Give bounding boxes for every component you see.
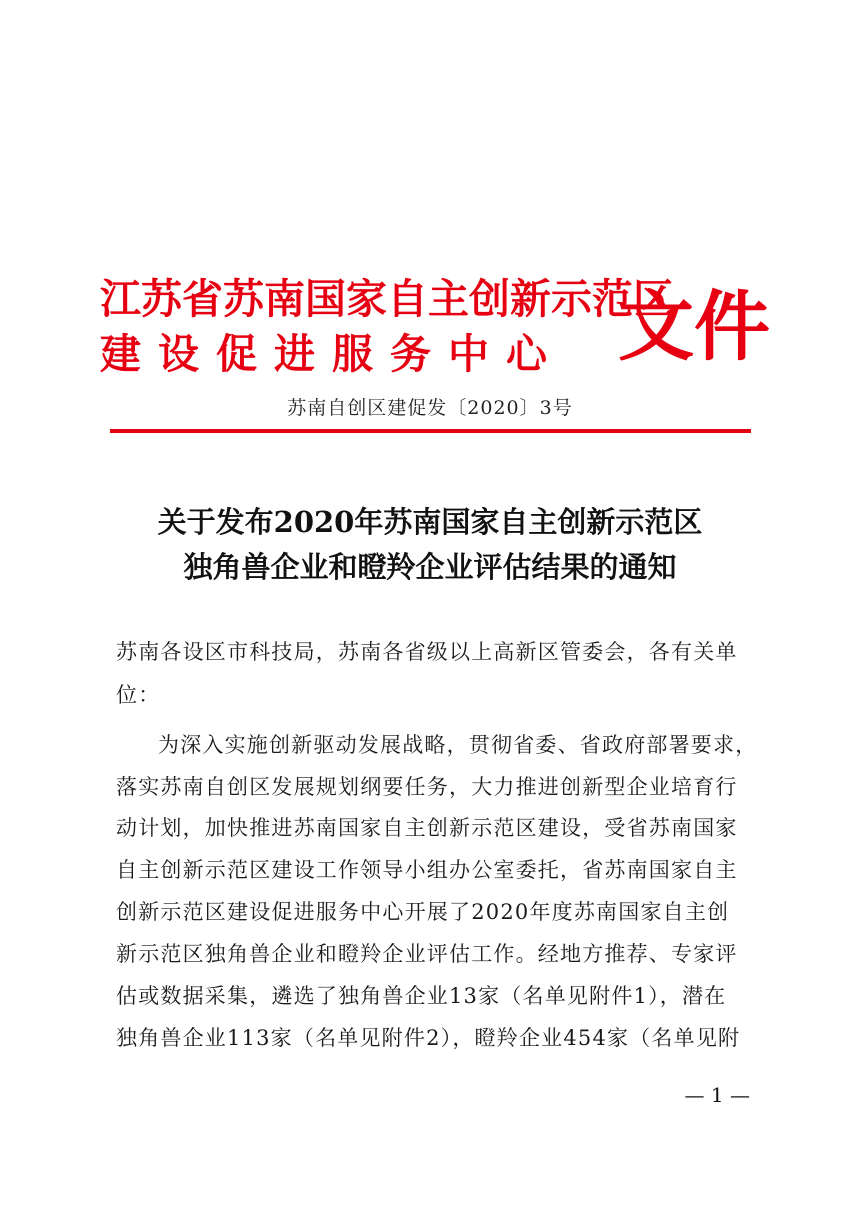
body-line: 落实苏南自创区发展规划纲要任务，大力推进创新型企业培育行 — [116, 775, 738, 799]
body-line: 为深入实施创新驱动发展战略，贯彻省委、省政府部署要求， — [158, 733, 758, 757]
body-line: 苏南各设区市科技局，苏南各省级以上高新区管委会，各有关单 — [116, 640, 738, 664]
body-line: 自主创新示范区建设工作领导小组办公室委托，省苏南国家自主 — [116, 858, 738, 882]
red-divider — [110, 429, 751, 433]
header-doc-type: 文件 — [618, 282, 770, 371]
body-line: 新示范区独角兽企业和瞪羚企业评估工作。经地方推荐、专家评 — [116, 942, 738, 966]
page-number: — 1 — — [684, 1083, 750, 1107]
page-title-line1: 关于发布2020年苏南国家自主创新示范区 — [157, 505, 703, 539]
header-org-line2: 建设促进服务中心 — [100, 330, 564, 378]
body-line: 估或数据采集，遴选了独角兽企业13家（名单见附件1），潜在 — [116, 984, 727, 1008]
body-line: 位： — [116, 683, 161, 707]
body-line: 动计划，加快推进苏南国家自主创新示范区建设，受省苏南国家 — [116, 816, 738, 840]
body-line: 独角兽企业113家（名单见附件2），瞪羚企业454家（名单见附 — [116, 1026, 741, 1050]
page-title-line2: 独角兽企业和瞪羚企业评估结果的通知 — [183, 550, 677, 584]
doc-number: 苏南自创区建促发〔2020〕3号 — [287, 397, 573, 419]
body-line: 创新示范区建设促进服务中心开展了2020年度苏南国家自主创 — [116, 900, 730, 924]
header-org-line1: 江苏省苏南国家自主创新示范区 — [100, 275, 674, 323]
